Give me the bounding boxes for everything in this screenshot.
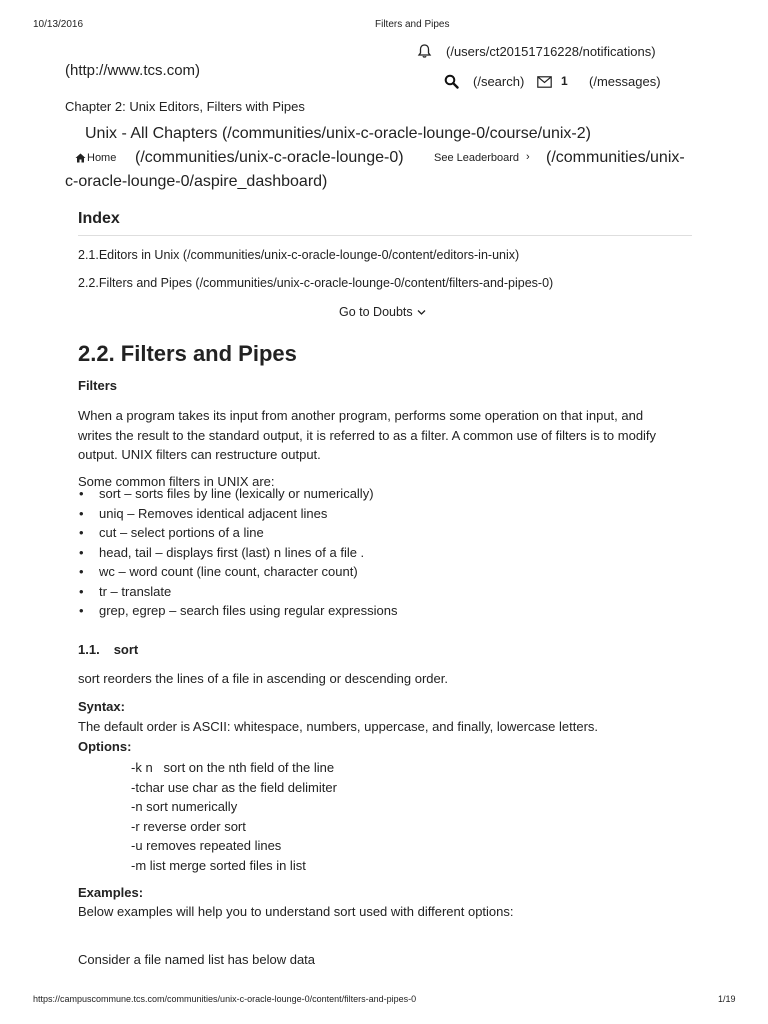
index-heading: Index bbox=[78, 210, 120, 227]
list-item: • tr – translate bbox=[78, 582, 397, 602]
option-item: -m list merge sorted files in list bbox=[131, 857, 306, 873]
envelope-icon[interactable] bbox=[537, 76, 552, 88]
filters-heading: Filters bbox=[78, 378, 118, 393]
tcs-home-link[interactable]: (http://www.tcs.com) bbox=[65, 62, 201, 79]
chapter-title[interactable]: Chapter 2: Unix Editors, Filters with Pipes bbox=[65, 99, 305, 114]
leaderboard-url-line2[interactable]: c-oracle-lounge-0/aspire_dashboard) bbox=[65, 173, 328, 190]
bullet-icon: • bbox=[79, 603, 84, 618]
option-item: -k n sort on the nth field of the line bbox=[131, 760, 335, 775]
intro-line: When a program takes its input from another program, performs some operation on that input, and bbox=[78, 408, 644, 423]
bullet-icon: • bbox=[79, 544, 84, 560]
consider-text: Consider a file named list has below data bbox=[78, 952, 316, 967]
list-item: • cut – select portions of a line bbox=[78, 523, 397, 543]
go-to-doubts-label: Go to Doubts bbox=[339, 305, 413, 319]
sort-section-number: 1.1. bbox=[78, 642, 100, 657]
print-date: 10/13/2016 bbox=[33, 19, 84, 30]
sort-section-heading bbox=[78, 642, 138, 657]
index-item-filters[interactable]: 2.2.Filters and Pipes (/communities/unix-c-oracle-lounge-0/content/filters-and-pipes-0) bbox=[78, 276, 554, 290]
filters-list bbox=[78, 484, 397, 621]
go-to-doubts-button[interactable] bbox=[339, 305, 426, 319]
search-icon[interactable] bbox=[444, 74, 459, 89]
home-link[interactable]: Home bbox=[87, 152, 117, 164]
bullet-icon: • bbox=[79, 486, 84, 501]
list-item: • head, tail – displays first (last) n lines of a file . bbox=[78, 543, 397, 563]
chevron-down-icon bbox=[417, 309, 426, 316]
home-url[interactable]: (/communities/unix-c-oracle-lounge-0) bbox=[135, 149, 404, 166]
option-item: -n sort numerically bbox=[131, 799, 238, 814]
option-item: -r reverse order sort bbox=[131, 818, 246, 834]
syntax-label: Syntax: bbox=[78, 699, 125, 714]
sort-description: sort reorders the lines of a file in ascending or descending order. bbox=[78, 671, 448, 686]
print-title: Filters and Pipes bbox=[375, 19, 450, 30]
bell-icon[interactable] bbox=[417, 43, 432, 59]
intro-paragraph bbox=[78, 406, 698, 465]
messages-link[interactable]: (/messages) bbox=[589, 74, 661, 89]
bullet-icon: • bbox=[79, 525, 84, 540]
list-item: • wc – word count (line count, character count) bbox=[78, 562, 397, 582]
search-link[interactable]: (/search) bbox=[473, 74, 525, 89]
examples-text: Below examples will help you to understand sort used with different options: bbox=[78, 904, 514, 919]
article-title: 2.2. Filters and Pipes bbox=[78, 341, 297, 366]
message-count-badge: 1 bbox=[561, 74, 568, 88]
list-item: • sort – sorts files by line (lexically or numerically) bbox=[78, 484, 397, 504]
options-list bbox=[131, 758, 337, 875]
option-item: -u removes repeated lines bbox=[131, 838, 282, 853]
intro-line: output. UNIX filters can restructure output. bbox=[78, 447, 321, 462]
bullet-icon: • bbox=[79, 564, 84, 579]
sort-section-name: sort bbox=[113, 642, 139, 657]
intro-line: writes the result to the standard output, it is referred to as a filter. A common use of filters is to modify bbox=[78, 427, 657, 443]
home-icon bbox=[75, 153, 86, 163]
syntax-text: The default order is ASCII: whitespace, numbers, uppercase, and finally, lowercase letters. bbox=[78, 719, 599, 734]
examples-label: Examples: bbox=[78, 885, 144, 900]
all-chapters-link[interactable]: Unix - All Chapters (/communities/unix-c-oracle-lounge-0/course/unix-2) bbox=[85, 125, 591, 142]
options-label: Options: bbox=[78, 739, 132, 754]
bullet-icon: • bbox=[79, 505, 84, 521]
print-page-number: 1/19 bbox=[718, 994, 736, 1004]
bullet-icon: • bbox=[79, 583, 84, 599]
leaderboard-url-line1[interactable]: (/communities/unix- bbox=[546, 149, 685, 166]
index-divider bbox=[78, 235, 692, 236]
print-footer-url: https://campuscommune.tcs.com/communities/unix-c-oracle-lounge-0/content/filters-and-pipes-0 bbox=[33, 994, 417, 1004]
list-item: • uniq – Removes identical adjacent lines bbox=[78, 504, 397, 524]
option-item: -tchar use char as the field delimiter bbox=[131, 779, 337, 795]
common-filters-intro: Some common filters in UNIX are: bbox=[78, 474, 275, 489]
leaderboard-link[interactable]: See Leaderboard bbox=[434, 152, 520, 164]
index-item-editors[interactable]: 2.1.Editors in Unix (/communities/unix-c-oracle-lounge-0/content/editors-in-unix) bbox=[78, 248, 520, 262]
list-item: • grep, egrep – search files using regular expressions bbox=[78, 601, 397, 621]
chevron-right-icon: › bbox=[526, 151, 530, 163]
notifications-link[interactable]: (/users/ct20151716228/notifications) bbox=[446, 44, 656, 59]
